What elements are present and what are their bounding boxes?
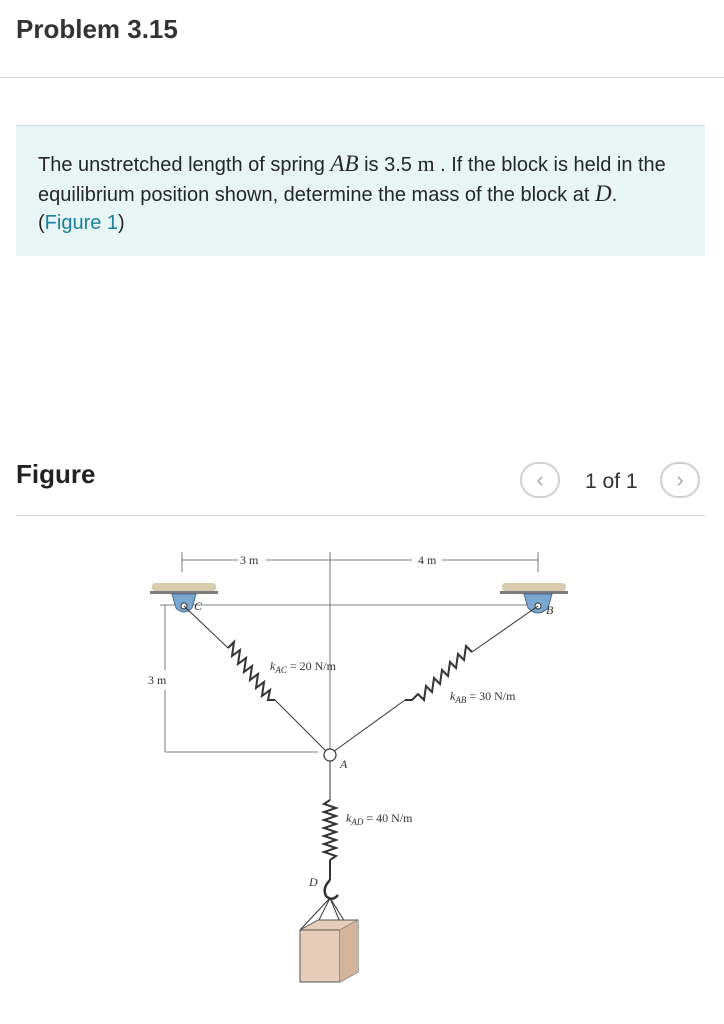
prev-figure-button[interactable] bbox=[520, 462, 560, 498]
point-d-label: D bbox=[309, 875, 318, 889]
dim-left-label: 3 m bbox=[240, 553, 259, 567]
figure-link[interactable]: Figure 1 bbox=[44, 212, 119, 234]
hook-d bbox=[325, 880, 338, 899]
figure-divider bbox=[16, 515, 705, 516]
header-divider bbox=[0, 77, 724, 78]
ring-a bbox=[324, 749, 336, 761]
problem-text-4: . ( bbox=[38, 183, 618, 234]
spring-ab bbox=[333, 606, 538, 752]
chevron-right-icon: › bbox=[676, 467, 684, 492]
point-b-label: B bbox=[546, 603, 554, 617]
support-c bbox=[150, 583, 218, 612]
dim-right-label: 4 m bbox=[418, 553, 437, 567]
k-ac-label: $k_{AC} = 20$ N/m bbox=[270, 659, 336, 675]
problem-text-3: . If the block is held in the equilibrium position shown, determine the mass of the block at bbox=[38, 154, 666, 206]
point-c-label: C bbox=[194, 599, 203, 613]
k-ad-label: $k_{AD} = 40$ N/m bbox=[346, 811, 413, 827]
dim-vertical-label: 3 m bbox=[148, 673, 167, 687]
block-d bbox=[300, 920, 358, 982]
figure-heading: Figure bbox=[16, 459, 96, 489]
page-title: Problem 3.15 bbox=[16, 14, 178, 44]
dimension-lines bbox=[160, 552, 538, 752]
problem-text-2: is 3.5 bbox=[358, 154, 418, 176]
problem-text-5: ) bbox=[118, 212, 125, 234]
problem-statement bbox=[16, 125, 705, 256]
problem-text-1: The unstretched length of spring bbox=[38, 154, 331, 176]
unit-symbol: m bbox=[417, 151, 435, 176]
spring-diagram bbox=[0, 520, 724, 1020]
block-symbol: D bbox=[594, 180, 612, 206]
k-ab-label: $k_{AB} = 30$ N/m bbox=[450, 689, 516, 705]
spring-ac bbox=[184, 606, 327, 752]
point-a-label: A bbox=[340, 757, 348, 771]
spring-symbol: AB bbox=[330, 151, 359, 176]
figure-pager: 1 of 1 bbox=[585, 470, 638, 493]
chevron-left-icon: ‹ bbox=[536, 467, 544, 492]
next-figure-button[interactable] bbox=[660, 462, 700, 498]
spring-ad bbox=[324, 761, 336, 880]
